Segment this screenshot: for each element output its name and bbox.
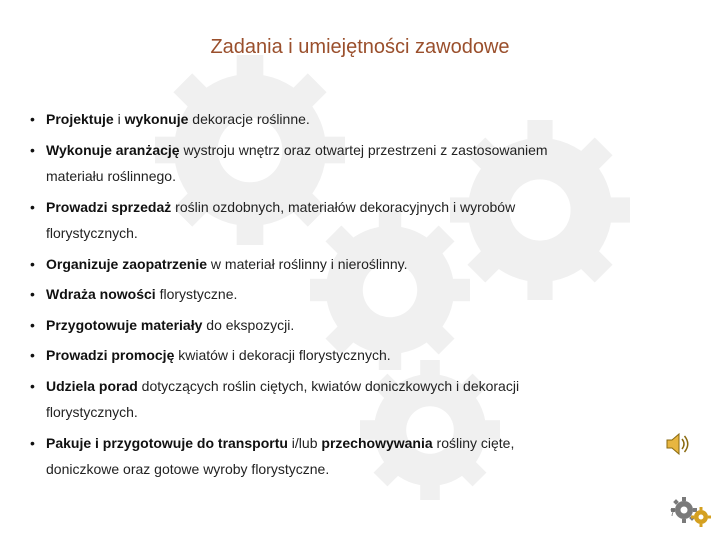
bullet: • [30,434,35,451]
bold-text: Prowadzi sprzedaż [46,198,172,215]
bold-text: Prowadzi promocję [46,347,175,363]
continuation-text: florystycznych. [46,225,138,241]
text: dekoracje roślinne. [188,111,310,127]
page-number: 7 [670,508,676,518]
text: dotyczących roślin ciętych, kwiatów doniczkowych i dekoracji [137,377,520,394]
bullet: • [30,141,35,158]
text: rośliny cięte, [432,434,515,451]
list-item [30,342,630,369]
list-item [30,373,630,426]
bold-text: Pakuje i przygotowuje do transportu [46,434,288,451]
speaker-icon[interactable] [664,431,690,457]
text: i [113,111,125,127]
list-item [30,312,630,339]
list-item [30,430,630,483]
bullet: • [30,347,35,363]
bold-text: wykonuje [124,111,189,127]
text: florystyczne. [155,286,238,302]
list-item [30,251,630,278]
text: w materiał roślinny i nieroślinny. [207,255,408,272]
bold-text: przechowywania [321,434,433,451]
list-item [30,106,630,133]
bold-text: Wdraża nowości [46,286,156,302]
bullet: • [30,286,35,302]
bold-text: Przygotowuje materiały [46,316,203,333]
text: wystroju wnętrz oraz otwartej przestrzeni z zastosowaniem [179,141,548,158]
bullet: • [30,377,35,394]
bold-text: Wykonuje aranżację [46,141,180,158]
bullet: • [30,198,35,215]
slide-title: Zadania i umiejętności zawodowe [210,36,510,58]
bold-text: Organizuje zaopatrzenie [46,255,208,272]
text: i/lub [287,434,322,451]
bullet: • [30,255,35,272]
text: roślin ozdobnych, materiałów dekoracyjnych i wyrobów [171,198,516,215]
gears-icon [670,494,712,530]
list-item [30,281,630,308]
continuation-text: doniczkowe oraz gotowe wyroby florystyczne. [46,461,330,477]
list-item [30,137,630,190]
bold-text: Udziela porad [46,377,138,394]
continuation-text: florystycznych. [46,404,138,420]
bullet: • [30,111,35,127]
list-item [30,194,630,247]
bullet: • [30,316,35,333]
text: kwiatów i dekoracji florystycznych. [174,347,391,363]
text: do ekspozycji. [202,316,295,333]
continuation-text: materiału roślinnego. [46,168,176,184]
bold-text: Projektuje [46,111,114,127]
task-list [30,106,630,487]
